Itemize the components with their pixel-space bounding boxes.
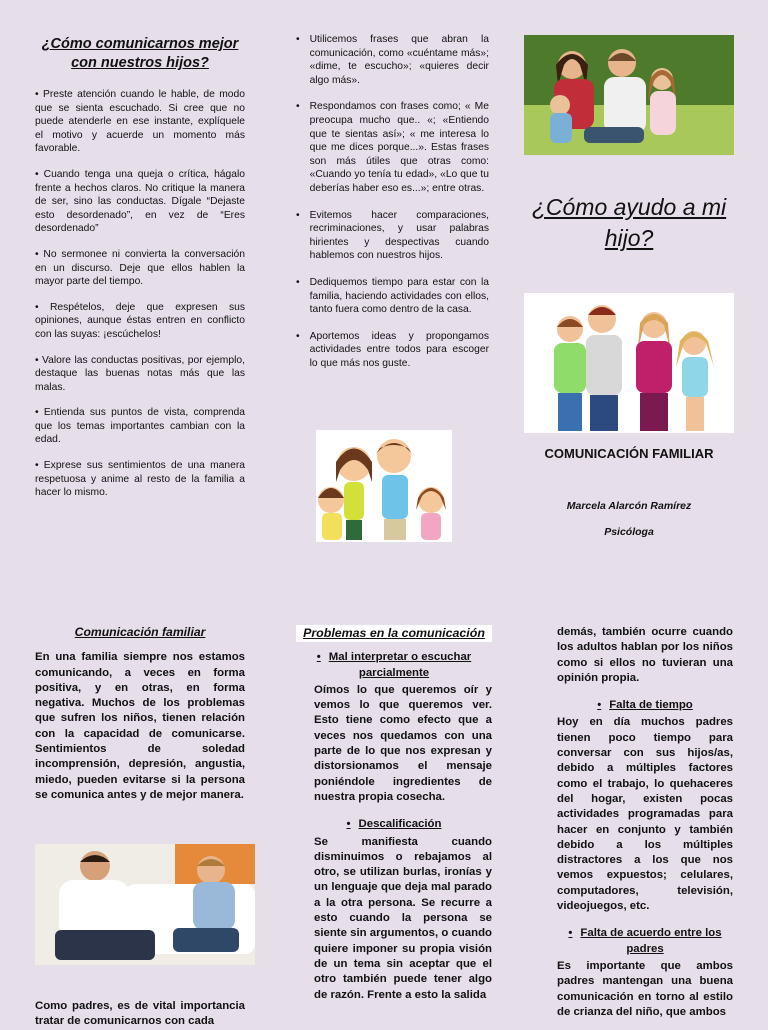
panel-family-communication	[35, 625, 245, 803]
panel-title: ¿Cómo comunicarnos mejor con nuestros hijos?	[41, 36, 239, 71]
cartoon-family-image	[316, 430, 452, 542]
section-body: Hoy en día muchos padres tienen poco tiempo para conversar con sus hijos/as, debido a múltiples factores como el trabajo, lo quehaceres del hogar, existen pocas actividades programadas para hacer en conjunto y también debido a los múltiples distractores a los que nos vemos expuestos; celulares, computadores, televisión, videojuegos, etc.	[557, 716, 733, 913]
tip-item: • Preste atención cuando le hable, de modo que se sienta escuchado. Si cree que no puede atenderle en ese instante, explíquele el motivo y acuerde un momento más favorable.	[35, 89, 245, 155]
cover-label: COMUNICACIÓN FAMILIAR	[544, 446, 714, 461]
tip-item: • Valore las conductas positivas, por ejemplo, destaque las buenas notas más que las malas.	[35, 354, 245, 393]
section-body: En una familia siempre nos estamos comunicando, a veces en forma positiva, y en otras, en forma negativa. Muchos de los problemas que sufren los niños, tienen relación con la capacidad de comunicarse. Sentimientos de soledad incomprensión, depresión, angustia, miedo, pueden evitarse si la persona se comunica antes y de mejor manera.	[35, 651, 245, 801]
list-item: • Respondamos con frases como; « Me preocupa mucho que.. «; «Entiendo que te sientas así»; « me interesa lo que me dices porque...». Estas frases son más útiles que otras como: «Cuando yo tenía tu edad», «Lo que tu deberías haber eso es...»; entre otras.	[296, 101, 489, 194]
father-son-photo	[35, 844, 255, 965]
tip-item: • Exprese sus sentimientos de una manera respetuosa y anime al resto de la familia a hacer lo mismo.	[35, 460, 245, 499]
subheading: • Falta de acuerdo entre los padres	[568, 927, 722, 955]
cover-title: ¿Cómo ayudo a mi hijo?	[531, 194, 727, 251]
section-body: Oímos lo que queremos oír y vemos lo que queremos ver. Esto tiene como efecto que a veces nos quedamos con una parte de lo que nos expresan y distorsionamos el mensaje poniéndole ingredientes de nuestra propia cosecha.	[314, 683, 492, 803]
footer-text: Como padres, es de vital importancia tratar de comunicarnos con cada	[35, 1000, 245, 1028]
family-photo	[524, 35, 734, 155]
list-item: • Evitemos hacer comparaciones, recriminaciones, y usar palabras hirientes y despectivas cuando hablemos con nuestros hijos.	[296, 209, 489, 262]
list-item: • Utilicemos frases que abran la comunicación, como «cuéntame más»; «dime, te escucho»; «quieres decir algo más».	[296, 34, 489, 86]
tip-item: • Cuando tenga una queja o crítica, hágalo frente a hechos claros. No critique la manera de ser, sino las conductas. Dígale “Dejaste esto desordenado”, en vez de “Eres desordenado”	[35, 168, 245, 235]
subheading: • Falta de tiempo	[597, 699, 693, 712]
subheading: • Descalificación	[346, 818, 442, 831]
subheading: • Mal interpretar o escuchar parcialmente	[316, 651, 472, 679]
section-title: Comunicación familiar	[74, 625, 206, 639]
panel-problems	[296, 625, 492, 1003]
author-role: Psicóloga	[604, 526, 654, 538]
section-body: Es importante que ambos padres mantengan una buena comunicación en torno al estilo de crianza del niño, que ambos	[557, 959, 733, 1018]
list-item: • Dediquemos tiempo para estar con la familia, haciendo actividades con ellos, tanto fuera como dentro de la casa.	[296, 276, 489, 316]
panel-phrases	[296, 33, 489, 383]
panel-tips	[35, 35, 245, 512]
cartoon-family-cover-image	[524, 293, 734, 433]
tip-item: • No sermonee ni convierta la conversación en un discurso. Deje que ellos hablen la mayor parte del tiempo.	[35, 248, 245, 288]
author-name: Marcela Alarcón Ramírez	[566, 500, 692, 512]
tip-item: • Respételos, deje que expresen sus opiniones, aunque éstas entren en conflicto con las suyas: ¡escúchelos!	[35, 301, 245, 340]
list-item: • Aportemos ideas y propongamos actividades entre todos para escoger lo que más nos guste.	[296, 330, 489, 369]
section-body: Se manifiesta cuando disminuimos o rebajamos al otro, se utilizan burlas, ironías y un lenguaje que deja mal parado a la otra persona. Se recurre a esto cuando la persona se siente sin argumentos, o cuando quiere imponer su propia visión de un tema sin aceptar que el otro también puede tener algo de razón. Frente a esto la salida	[314, 835, 492, 1001]
section-title: Problemas en la comunicación	[296, 625, 492, 642]
tip-item: • Entienda sus puntos de vista, comprenda que los temas importantes cambian con la edad.	[35, 407, 245, 446]
panel-problems-continued	[557, 625, 733, 1020]
section-body: demás, también ocurre cuando los adultos hablan por los niños como si ellos no tuvieran una opinión propia.	[557, 626, 733, 684]
